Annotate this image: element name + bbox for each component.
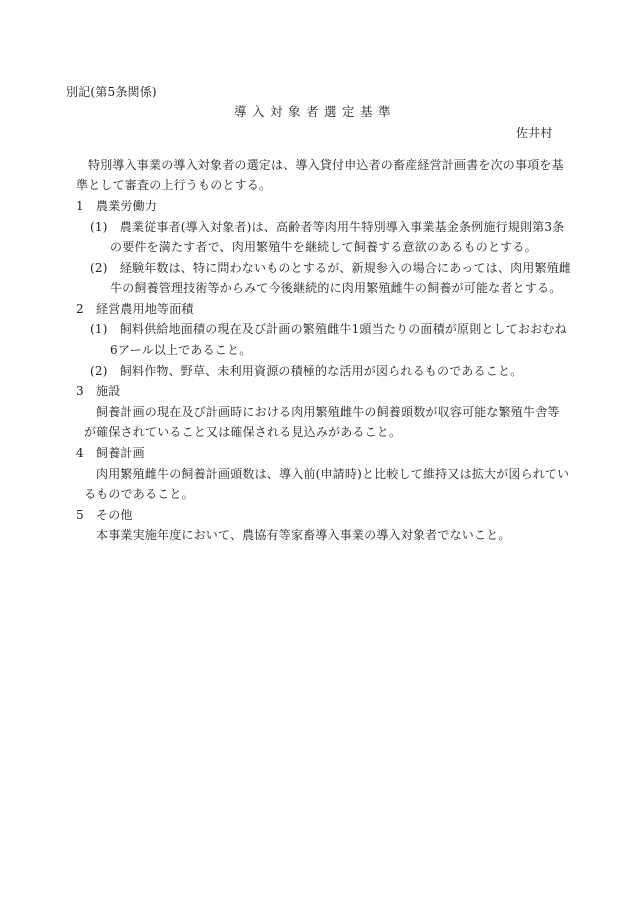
section-heading-labor: 1 農業労働力 [76,199,158,213]
section-heading-facilities: 3 施設 [76,384,121,398]
other-line-1: 本事業実施年度において、農協有等家畜導入事業の導入対象者でないこと。 [96,528,511,542]
intro-line-1: 特別導入事業の導入対象者の選定は、導入貸付申込者の畜産経営計画書を次の事項を基 [88,158,564,172]
labor-item-1-line-1: (1) 農業従事者(導入対象者)は、高齢者等肉用牛特別導入事業基金条例施行規則第3条 [90,220,565,234]
labor-item-2-line-2: 牛の飼養管理技術等からみて今後継続的に肉用繁殖雌牛の飼養が可能な者とする。 [110,281,562,295]
section-heading-breeding-plan: 4 飼養計画 [76,446,145,460]
land-item-1-line-2: 6アール以上であること。 [110,343,252,357]
facilities-line-1: 飼養計画の現在及び計画時における肉用繁殖雌牛の飼養頭数が収容可能な繁殖牛舎等 [96,405,560,419]
intro-line-2: 準として審査の上行うものとする。 [76,178,272,192]
document-title: 導入対象者選定基準 [234,104,397,119]
breeding-plan-line-2: るものであること。 [84,487,194,501]
annex-label: 別記(第5条関係) [66,85,157,99]
breeding-plan-line-1: 肉用繁殖雌牛の飼養計画頭数は、導入前(申請時)と比較して維持又は拡大が図られてい [96,467,570,481]
facilities-line-2: が確保されていること又は確保される見込みがあること。 [84,425,402,439]
land-item-1-line-1: (1) 飼料供給地面積の現在及び計画の繁殖雌牛1頭当たりの面積が原則としておおむね [90,322,567,336]
municipality-name: 佐井村 [516,126,553,140]
land-item-2-line-1: (2) 飼料作物、野草、未利用資源の積極的な活用が図られるものであること。 [90,364,523,378]
labor-item-2-line-1: (2) 経験年数は、特に問わないものとするが、新規参入の場合にあっては、肉用繁殖雌 [90,261,572,275]
section-heading-land: 2 経営農用地等面積 [76,302,194,316]
labor-item-1-line-2: の要件を満たす者で、肉用繁殖牛を継続して飼養する意欲のあるものとする。 [110,240,537,254]
section-heading-other: 5 その他 [76,508,133,522]
